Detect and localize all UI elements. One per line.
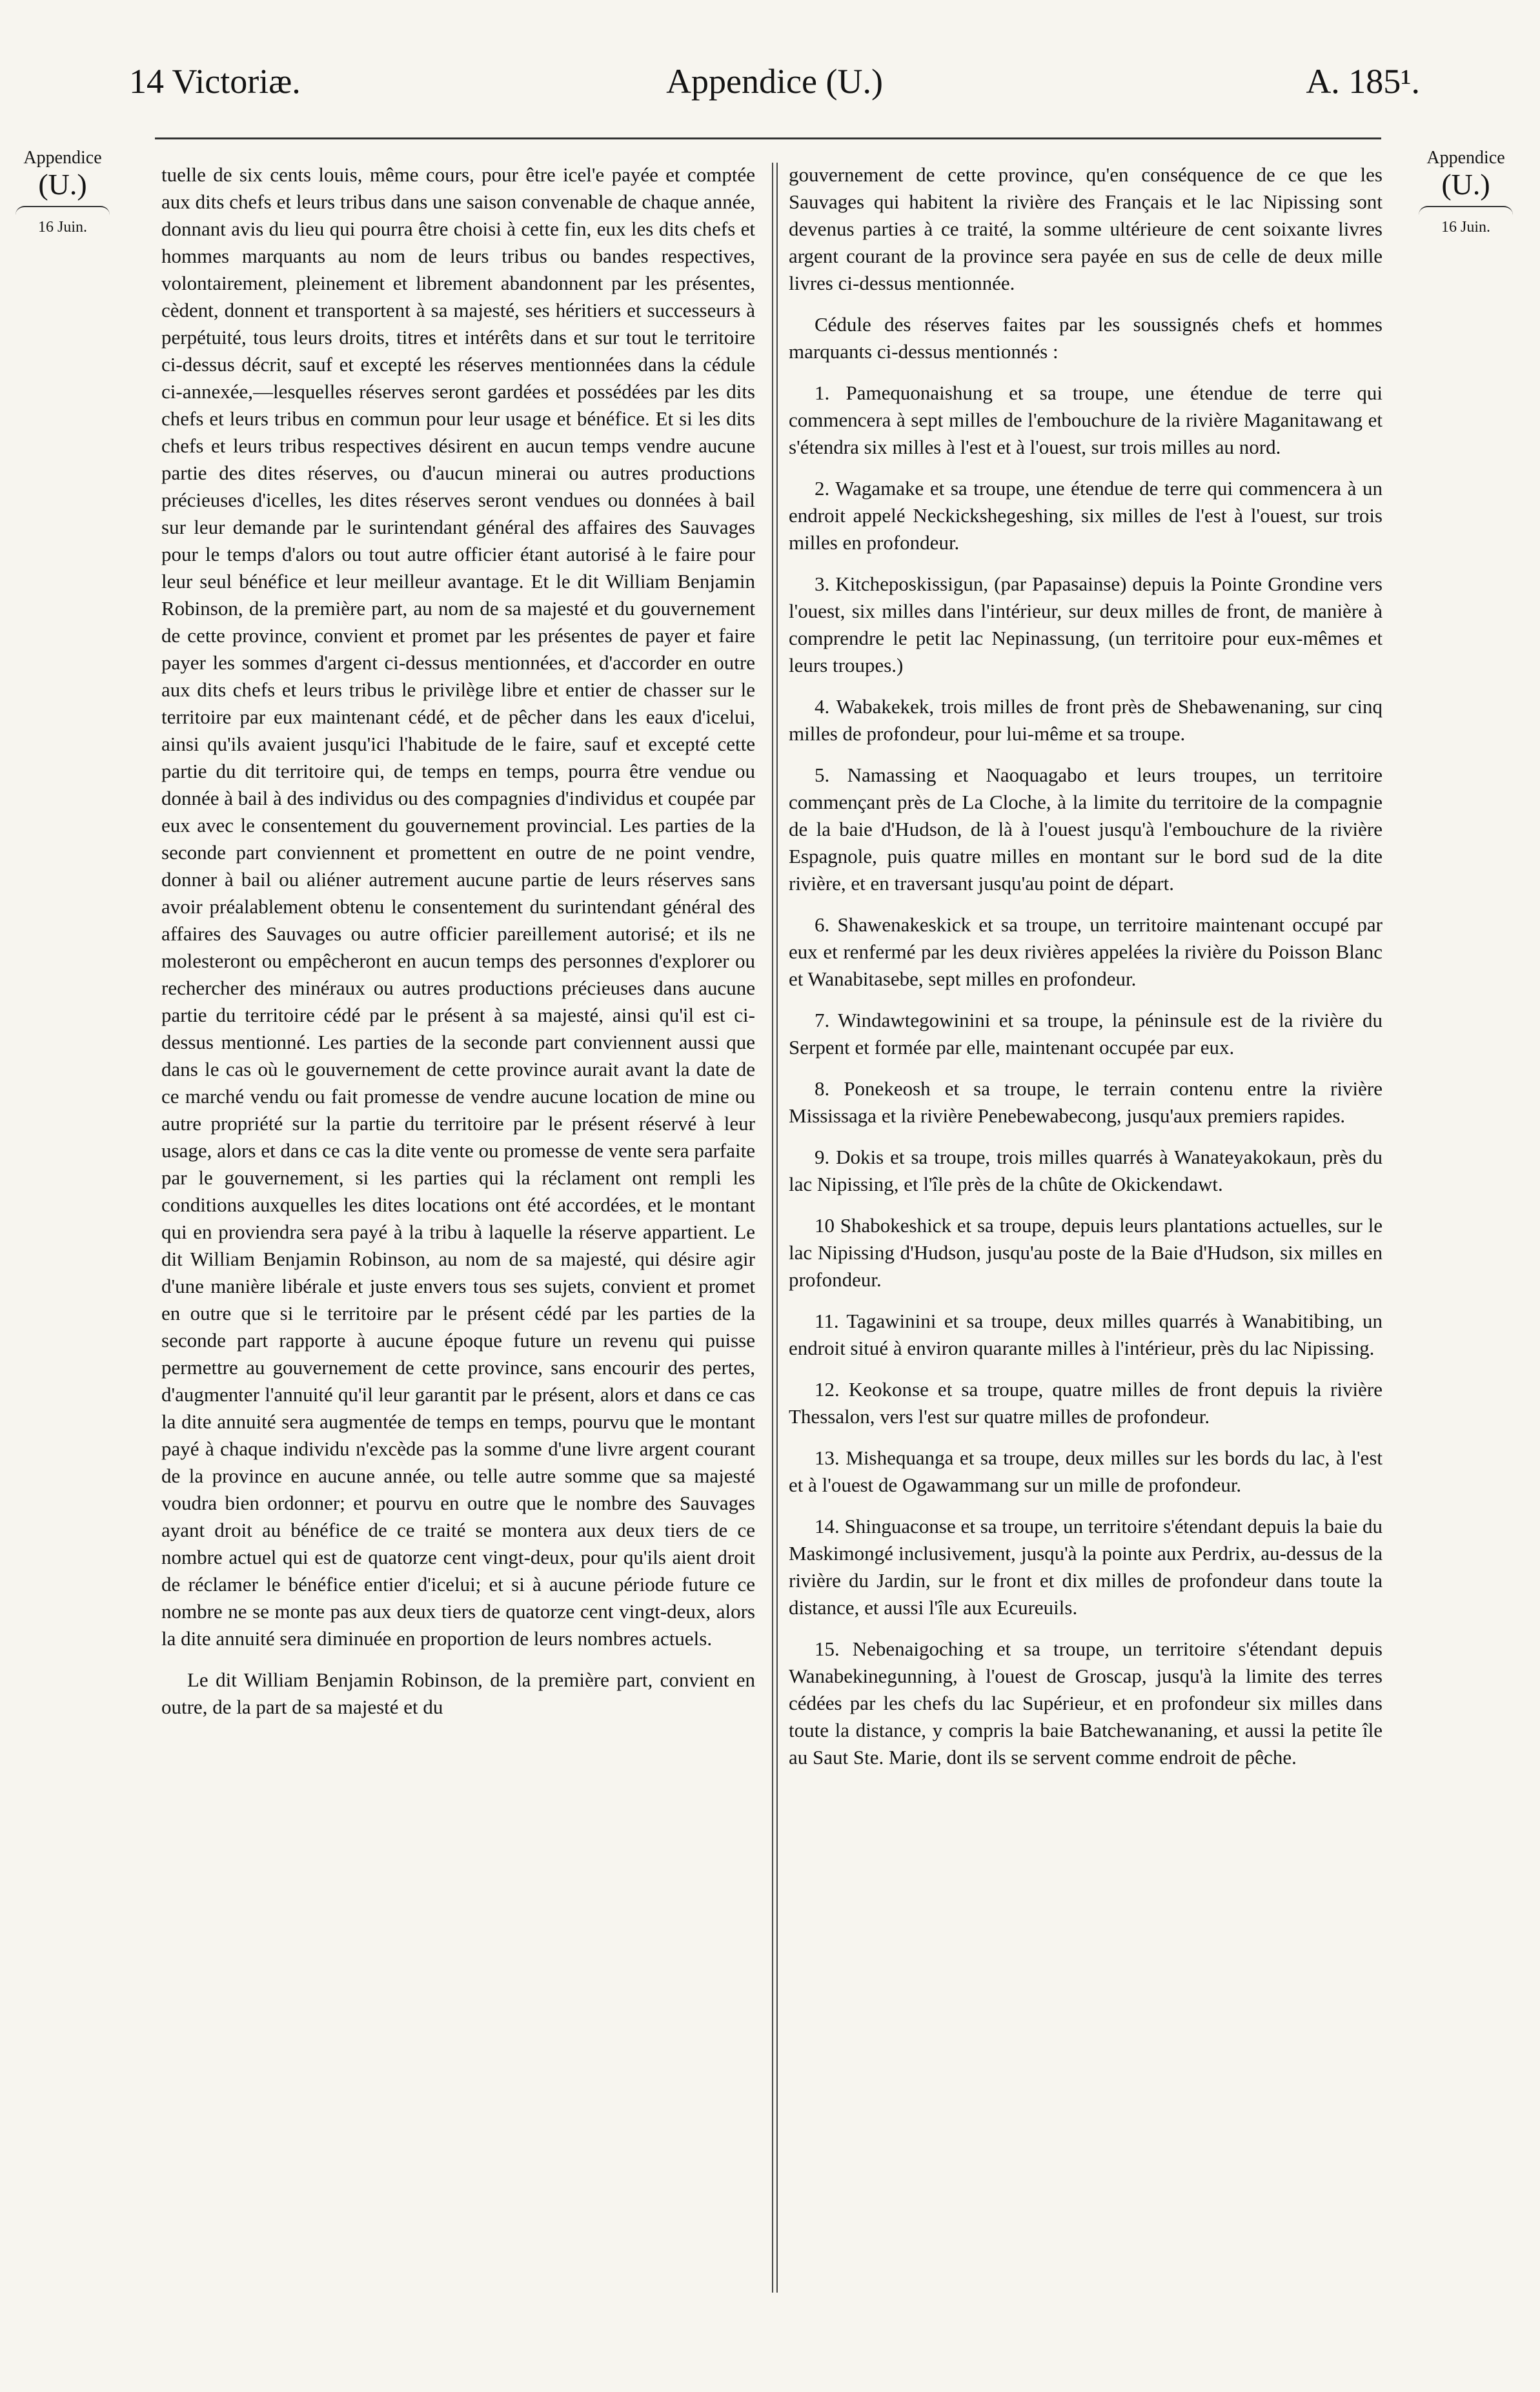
header-appendix-title: Appendice (U.) xyxy=(666,62,883,101)
margin-note-right xyxy=(1411,148,1521,236)
margin-brace xyxy=(1419,206,1513,215)
reserve-item: 5. Namassing et Naoquagabo et leurs troupes, un territoire commençant près de La Cloche, à la limite du territoire de la compagnie de la baie d'Hudson, de là à l'ouest jusqu'à l'embouchure de la rivière Espagnole, puis quatre milles en montant sur le bord sud de la dite rivière, et en traversant jusqu'au point de départ. xyxy=(789,764,1383,895)
reserve-item: 14. Shinguaconse et sa troupe, un territoire s'étendant depuis la baie du Maskimongé inclusivement, jusqu'à la pointe aux Perdrix, au-dessus de la rivière du Jardin, sur le front et dix milles de profondeur dans toute la distance, et aussi l'île aux Ecureuils. xyxy=(789,1515,1383,1619)
margin-appendix-letter: (U.) xyxy=(1441,167,1490,201)
running-header xyxy=(129,61,1420,113)
header-year: A. 185¹. xyxy=(1306,62,1420,101)
header-session: 14 Victoriæ. xyxy=(129,62,301,101)
margin-appendix-label: Appendice xyxy=(23,148,102,168)
margin-brace xyxy=(15,206,110,215)
reserve-item: 12. Keokonse et sa troupe, quatre milles de front depuis la rivière Thessalon, vers l'est sur quatre milles de profondeur. xyxy=(789,1378,1383,1428)
reserve-item: 10 Shabokeshick et sa troupe, depuis leurs plantations actuelles, sur le lac Nipissing d'Hudson, jusqu'au poste de la Baie d'Hudson, six milles en profondeur. xyxy=(789,1214,1383,1291)
reserve-item: 15. Nebenaigoching et sa troupe, un territoire s'étendant depuis Wanabekinegunning, à l'ouest de Groscap, jusqu'à la limite des terres cédées par les chefs du lac Supérieur, et en profondeur six milles dans toute la distance, y compris la baie Batchewananing, et aussi la petite île au Saut Ste. Marie, dont ils se servent comme endroit de pêche. xyxy=(789,1637,1383,1769)
paragraph-treaty-terms: tuelle de six cents louis, même cours, pour être icel'e payée et comptée aux dits chefs et leurs tribus dans une saison convenable de chaque année, donnant avis du lieu qui pourra être choisi à cette fin, eux les dits chefs et hommes marquants au nom de leurs tribus ou bandes respectives, volontairement, pleinement et librement abandonnent par les présentes, cèdent, donnent et transportent à sa majesté, ses héritiers et successeurs à perpétuité, tous leurs droits, titres et intérêts dans et sur tout le territoire ci-dessus décrit, sauf et excepté les réserves mentionnées dans la cédule ci-annexée,—lesquelles réserves seront gardées et possédées par les dits chefs et leurs tribus en commun pour leur usage et bénéfice. Et si les dits chefs et leurs tribus respectives désirent en aucun temps vendre aucune partie des dites réserves, ou d'aucun minerai ou autres productions précieuses d'icelles, les dites réserves seront vendues ou données à bail sur leur demande par le surintendant général des affaires des Sauvages pour le temps d'alors ou tout autre officier étant autorisé à le faire pour leur seul bénéfice et leur meilleur avantage. Et le dit William Benjamin Robinson, de la première part, au nom de sa majesté et du gouvernement de cette province, convient et promet par les présentes de payer et faire payer les sommes d'argent ci-dessus mentionnées, et d'accorder en outre aux dits chefs et leurs tribus le privilège libre et entier de chasser sur le territoire par eux maintenant cédé, et de pêcher dans les eaux d'icelui, ainsi qu'ils avaient jusqu'ici l'habitude de le faire, sauf et excepté cette partie du dit territoire qui, de temps en temps, pourra être vendue ou donnée à bail à des individus ou des compagnies d'individus et coupée par eux avec le consentement du gouvernement provincial. Les parties de la seconde part conviennent et promettent en outre de ne point vendre, donner à bail ou aliéner autrement aucune partie de leurs réserves sans avoir préalablement obtenu le consentement du surintendant général des affaires des Sauvages ou autre officier pareillement autorisé; et ils ne molesteront ou empêcheront en aucun temps des personnes d'explorer ou rechercher des minéraux ou autres productions précieuses dans aucune partie du territoire cédé par le présent à sa majesté, ainsi qu'il est ci-dessus mentionné. Les parties de la seconde part conviennent aussi que dans le cas où le gouvernement de cette province aurait avant la date de ce marché vendu ou fait promesse de vendre aucune location de mine ou autre propriété sur la partie du territoire par le présent réservé à leur usage, alors et dans ce cas la dite vente ou promesse de vente sera parfaite par le gouvernement, si les parties qui la réclament ont rempli les conditions auxquelles les dites locations ont été accordées, et le montant qui en proviendra sera payé à la tribu à laquelle la réserve appartient. Le dit William Benjamin Robinson, au nom de sa majesté, qui désire agir d'une manière libérale et juste envers tous ses sujets, convient et promet en outre que si le territoire par le présent cédé par les parties de la seconde part rapporte à aucune époque future un revenu qui puisse permettre au gouvernement de cette province, sans encourir des pertes, d'augmenter l'annuité qu'il leur garantit par le présent, alors et dans ce cas la dite annuité sera augmentée de temps en temps, pourvu que le montant payé à chaque individu n'excède pas la somme d'une livre argent courant de la province en aucune année, ou telle autre somme que sa majesté voudra bien ordonner; et pourvu en outre que le nombre des Sauvages ayant droit au bénéfice de ce traité se montera aux deux tiers de ce nombre actuel qui est de quatorze cent vingt-deux, pour qu'ils aient droit de réclamer le bénéfice entier d'icelui; et si à aucune période future ce nombre ne se monte pas aux deux tiers de quatorze cent vingt-deux, alors la dite annuité sera diminuée en proportion de leurs nombres actuels. xyxy=(161,163,755,1650)
reserve-item: 8. Ponekeosh et sa troupe, le terrain contenu entre la rivière Mississaga et la rivière Penebewabecong, jusqu'aux premiers rapides. xyxy=(789,1077,1383,1127)
paragraph-robinson-agrees: Le dit William Benjamin Robinson, de la première part, convient en outre, de la part de sa majesté et du xyxy=(161,1668,755,1718)
reserve-item: 2. Wagamake et sa troupe, une étendue de terre qui commencera à un endroit appelé Neckickshegeshing, six milles de l'est à l'ouest, sur trois milles en profondeur. xyxy=(789,477,1383,554)
text-column-right xyxy=(789,161,1383,1785)
margin-date: 16 Juin. xyxy=(37,219,87,236)
header-rule xyxy=(155,137,1381,139)
margin-note-left xyxy=(8,148,117,236)
text-column-left xyxy=(161,161,755,1735)
reserve-item: 6. Shawenakeskick et sa troupe, un territoire maintenant occupé par eux et renfermé par les deux rivières appelées la rivière du Poisson Blanc et Wanabitasebe, sept milles en profondeur. xyxy=(789,913,1383,990)
margin-date: 16 Juin. xyxy=(1441,219,1490,236)
reserve-item: 3. Kitcheposkissigun, (par Papasainse) depuis la Pointe Grondine vers l'ouest, six milles dans l'intérieur, sur deux milles de front, de manière à comprendre le petit lac Nepinassung, (un territoire pour eux-mêmes et leurs troupes.) xyxy=(789,573,1383,676)
reserve-item: 7. Windawtegowinini et sa troupe, la péninsule est de la rivière du Serpent et formée par elle, maintenant occupée par eux. xyxy=(789,1009,1383,1059)
schedule-heading: Cédule des réserves faites par les soussignés chefs et hommes marquants ci-dessus mentionnés : xyxy=(789,313,1383,363)
reserve-item: 4. Wabakekek, trois milles de front près de Shebawenaning, sur cinq milles de profondeur, pour lui-même et sa troupe. xyxy=(789,695,1383,745)
reserve-item: 13. Mishequanga et sa troupe, deux milles sur les bords du lac, à l'est et à l'ouest de Ogawammang sur un mille de profondeur. xyxy=(789,1446,1383,1496)
margin-appendix-letter: (U.) xyxy=(38,167,87,201)
reserve-item: 11. Tagawinini et sa troupe, deux milles quarrés à Wanabitibing, un endroit situé à environ quarante milles à l'intérieur, près du lac Nipissing. xyxy=(789,1310,1383,1359)
margin-appendix-label: Appendice xyxy=(1426,148,1505,168)
column-divider xyxy=(772,163,778,2293)
reserve-item: 1. Pamequonaishung et sa troupe, une étendue de terre qui commencera à sept milles de l'embouchure de la rivière Maganitawang et s'étendra six milles à l'est et à l'ouest, sur trois milles au nord. xyxy=(789,381,1383,458)
paragraph-continuation: gouvernement de cette province, qu'en conséquence de ce que les Sauvages qui habitent la rivière des Français et le lac Nipissing sont devenus parties à ce traité, la somme ultérieure de cent soixante livres argent courant de la province sera payée en sus de celle de deux mille livres ci-dessus mentionnée. xyxy=(789,163,1383,294)
reserve-item: 9. Dokis et sa troupe, trois milles quarrés à Wanateyakokaun, près du lac Nipissing, et l'île près de la chûte de Okickendawt. xyxy=(789,1146,1383,1195)
